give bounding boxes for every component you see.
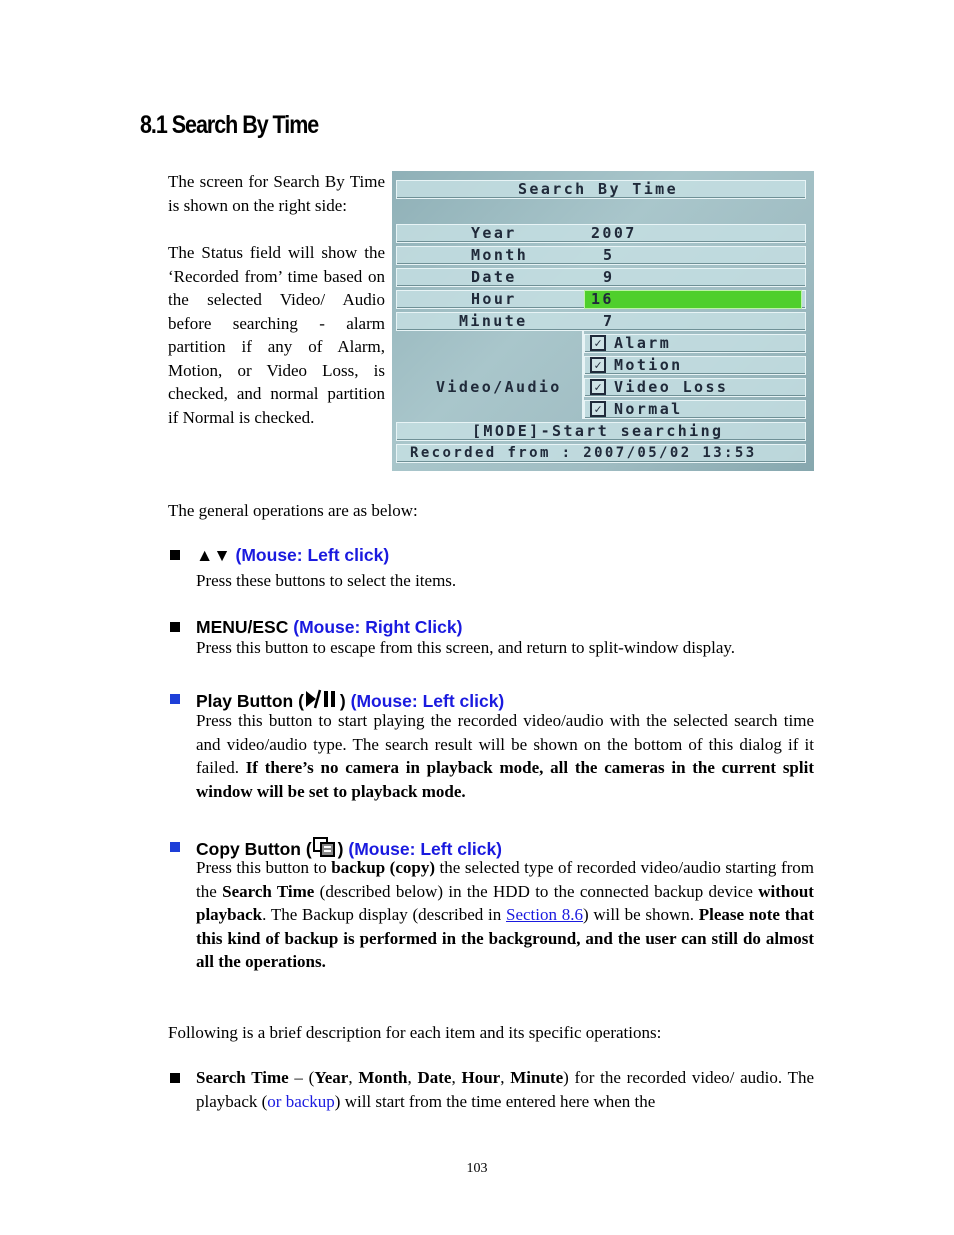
play-mouse-hint: (Mouse: Left click): [350, 691, 505, 711]
intro-paragraph-2: The Status field will show the ‘Recorded from’ time based on the selected Video/ Audio before searching - alarm partition if any of Alarm, Motion, or Video Loss, is checked, and normal partition if Normal is checked.: [168, 243, 385, 427]
check-icon[interactable]: ✓: [590, 401, 606, 417]
search-time-text: ) for the recorded video/ audio. The playback (: [196, 1068, 815, 1111]
search-time-text: ) will start from the time entered here when the: [334, 1091, 656, 1111]
search-time-bold: Minute: [510, 1068, 564, 1087]
search-time-text: ,: [348, 1068, 359, 1087]
search-time-text: ,: [451, 1068, 462, 1087]
copy-button-label-end: ): [337, 839, 344, 859]
play-button-label-end: ): [339, 691, 346, 711]
page-number: 103: [466, 1161, 488, 1176]
osd-row-bar: [396, 268, 806, 287]
osd-label-date: Date: [471, 268, 517, 286]
arrows-mouse-hint: (Mouse: Left click): [235, 545, 390, 565]
play-button-label: Play Button (: [196, 691, 304, 711]
menu-item-title: [196, 617, 462, 638]
check-icon[interactable]: ✓: [590, 379, 606, 395]
bullet-icon: [170, 622, 180, 632]
bullet-icon: [170, 550, 180, 560]
search-time-bold: Search Time: [196, 1068, 289, 1087]
play-desc-bold: If there’s no camera in playback mode, all the cameras in the current split window will be set to playback mode.: [196, 758, 814, 801]
search-time-text: ,: [500, 1068, 511, 1087]
search-time-bold: Date: [417, 1068, 452, 1087]
search-time-bold: Hour: [461, 1068, 501, 1087]
copy-text: the selected type of recorded video/audio starting from the: [196, 858, 815, 901]
osd-label-minute: Minute: [459, 312, 528, 330]
osd-row-bar: [396, 312, 806, 331]
search-time-text: ,: [407, 1068, 418, 1087]
search-time-text: – (: [288, 1068, 315, 1087]
intro-paragraph-1: The screen for Search By Time is shown on the right side:: [168, 172, 385, 215]
osd-value-hour[interactable]: 16: [591, 290, 614, 308]
section-heading: 8.1 Search By Time: [140, 111, 319, 139]
menu-desc: Press this button to escape from this screen, and return to split-window display.: [196, 638, 736, 657]
search-time-bold: Year: [314, 1068, 349, 1087]
play-desc-text: Press this button to start playing the recorded video/audio with the selected search time and video/audio type. The search result will be shown on the bottom of this dialog if it failed.: [196, 711, 814, 778]
play-desc: [196, 709, 814, 803]
intro-text: [168, 170, 385, 453]
check-icon[interactable]: ✓: [590, 335, 606, 351]
osd-mode-line[interactable]: [MODE]-Start searching: [472, 422, 724, 440]
section-8-6-link[interactable]: Section 8.6: [506, 905, 583, 925]
osd-value-month[interactable]: 5: [603, 246, 615, 264]
copy-mouse-hint: (Mouse: Left click): [348, 839, 503, 859]
osd-value-minute[interactable]: 7: [603, 312, 615, 330]
osd-check-video-loss: Video Loss: [614, 378, 729, 396]
menu-esc-label: MENU/ESC: [196, 617, 289, 637]
menu-mouse-hint: (Mouse: Right Click): [293, 617, 463, 637]
arrows-item-title: [196, 545, 389, 566]
osd-check-motion: Motion: [614, 356, 683, 374]
general-ops-text: The general operations are as below:: [168, 501, 418, 520]
copy-text: . The Backup display (described in: [262, 905, 507, 925]
arrow-keys-label: ▲▼: [196, 545, 231, 565]
osd-check-alarm: Alarm: [614, 334, 672, 352]
copy-bold: without playback: [196, 881, 814, 925]
osd-title: Search By Time: [518, 180, 679, 198]
copy-bold: Please note that this kind of backup is performed in the background, and the user can still do almost all the operations.: [196, 905, 814, 972]
osd-row-bar: [396, 246, 806, 265]
check-icon[interactable]: ✓: [590, 357, 606, 373]
arrows-desc: Press these buttons to select the items.: [196, 571, 457, 590]
copy-desc: [196, 856, 814, 974]
osd-selected-field: [584, 290, 802, 309]
copy-button-label: Copy Button (: [196, 839, 312, 859]
osd-divider: [582, 331, 584, 419]
copy-bold: Search Time: [222, 881, 315, 901]
osd-recorded-from: Recorded from : 2007/05/02 13:53: [410, 445, 757, 461]
search-time-bold: Month: [358, 1068, 408, 1087]
osd-label-hour: Hour: [471, 290, 517, 308]
bullet-icon: [170, 1073, 180, 1083]
following-text: Following is a brief description for each item and its specific operations:: [168, 1023, 662, 1042]
bullet-icon: [170, 694, 180, 704]
osd-value-date[interactable]: 9: [603, 268, 615, 286]
search-by-time-screenshot: [392, 171, 814, 471]
bullet-icon: [170, 842, 180, 852]
osd-label-month: Month: [471, 246, 529, 264]
copy-text: Press this button to: [196, 858, 332, 877]
copy-text: ) will be shown.: [583, 905, 699, 925]
osd-value-year[interactable]: 2007: [591, 224, 637, 242]
copy-bold: backup (copy): [331, 858, 436, 877]
osd-label-year: Year: [471, 224, 517, 242]
search-time-desc: [196, 1066, 814, 1113]
osd-check-normal: Normal: [614, 400, 683, 418]
search-time-blue: or backup: [267, 1091, 335, 1111]
osd-video-audio-label: Video/Audio: [436, 378, 562, 396]
copy-text: (described below) in the HDD to the connected backup device: [314, 881, 759, 901]
